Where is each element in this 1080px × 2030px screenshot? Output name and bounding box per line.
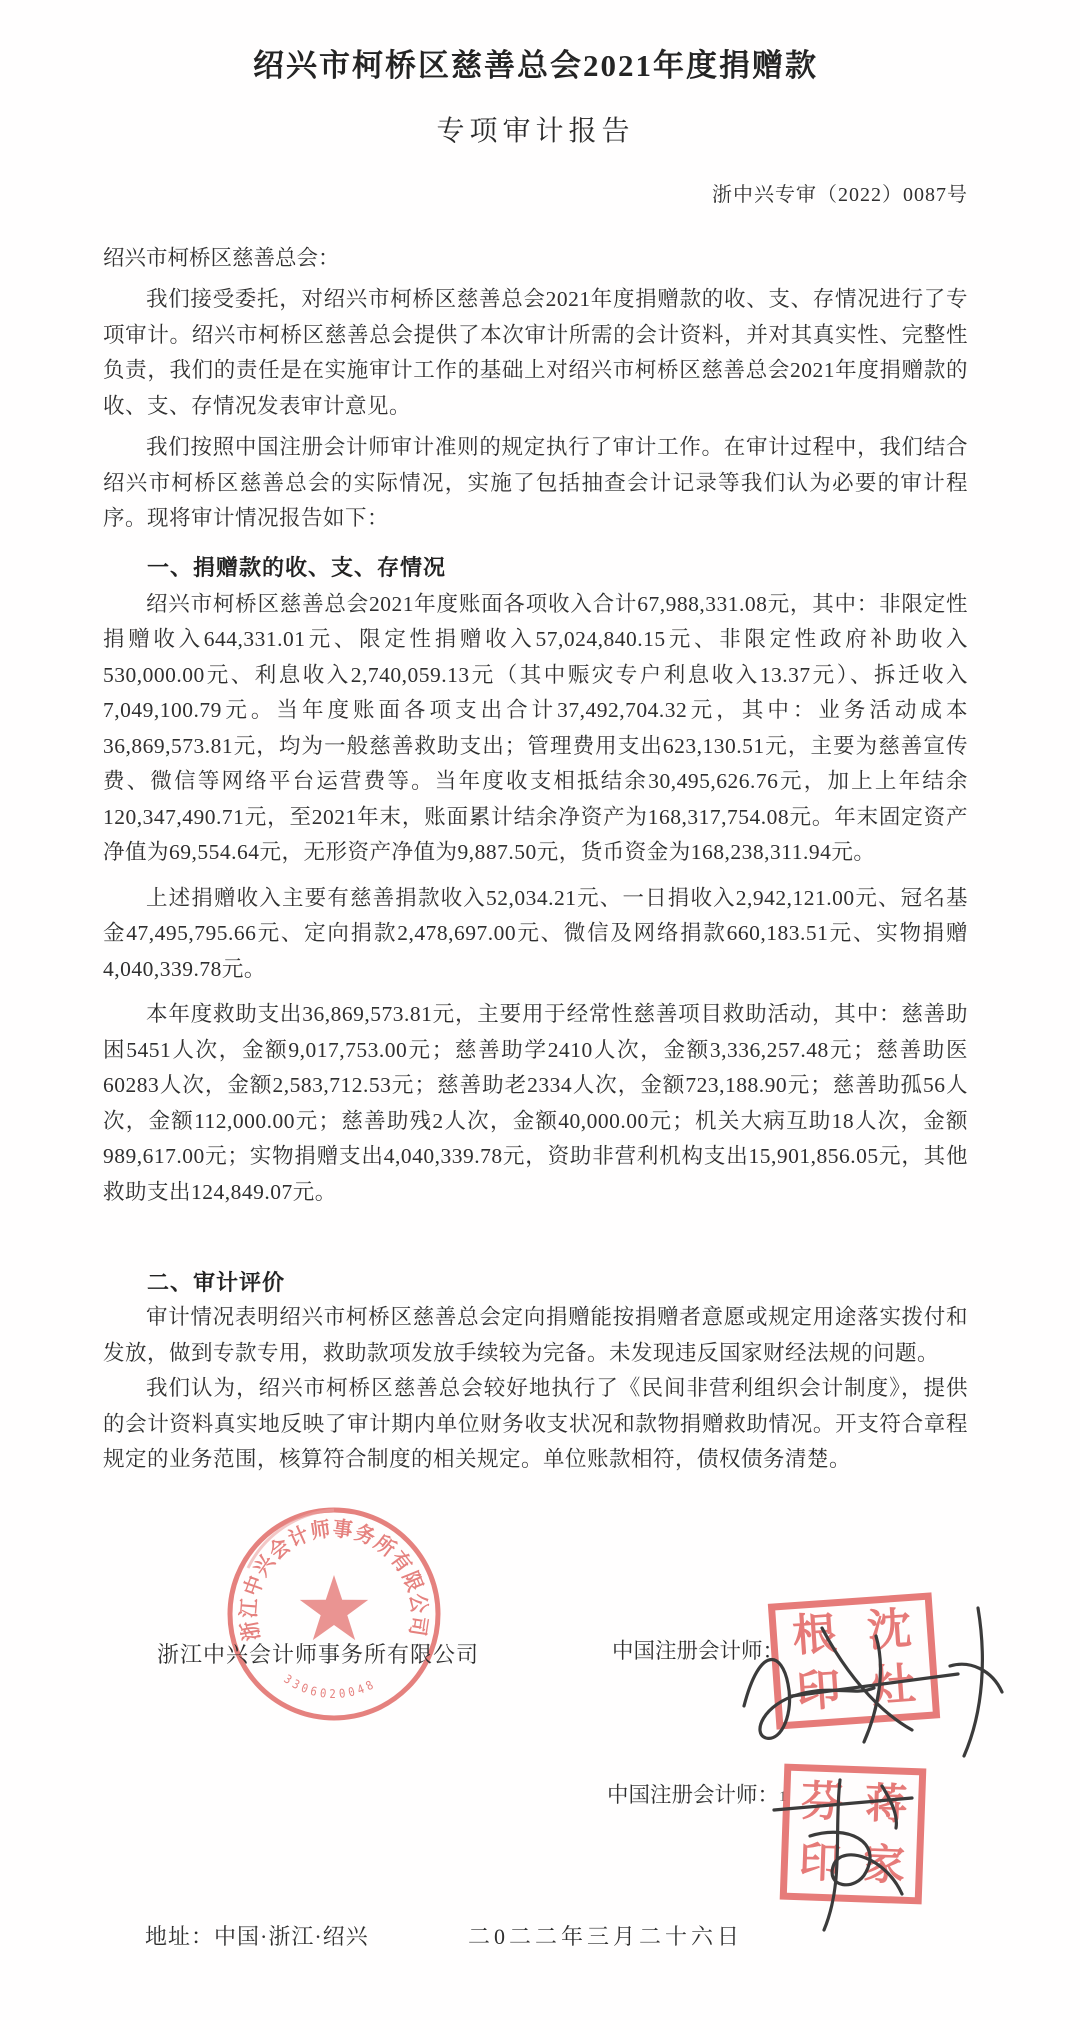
intro-paragraph-2: 我们按照中国注册会计师审计准则的规定执行了审计工作。在审计过程中，我们结合绍兴市柯桥区慈善总会的实际情况，实施了包括抽查会计记录等我们认为必要的审计程序。现将审计情况报告如下：	[103, 435, 968, 530]
page-title: 绍兴市柯桥区慈善总会2021年度捐赠款	[253, 48, 818, 83]
report-body	[103, 0, 968, 1478]
cpa2-signature-icon	[752, 1762, 942, 1937]
svg-text:3306020048	[281, 1672, 378, 1701]
section-1-paragraph-1: 绍兴市柯桥区慈善总会2021年度账面各项收入合计67,988,331.08元，其中：非限定性捐赠收入644,331.01元、限定性捐赠收入57,024,840.15元、非限定性政府补助收入530,000.00元、利息收入2,740,059.13元（其中赈灾专户利息收入13.37元）、拆迁收入7,049,100.79元。当年度账面各项支出合计37,492,704.32元，其中：业务活动成本36,869,573.81元，均为一般慈善救助支出；管理费用支出623,130.51元，主要为慈善宣传费、微信等网络平台运营费等。当年度收支相抵结余30,495,626.76元，加上上年结余120,347,490.71元，至2021年末，账面累计结余净资产为168,317,754.08元。年末固定资产净值为69,554.64元，无形资产净值为9,887.50元，货币资金为168,238,311.94元。	[103, 591, 968, 864]
seal-star-icon	[300, 1575, 368, 1640]
section-2-heading: 二、审计评价	[147, 1270, 286, 1295]
cpa-label-2-text: 中国注册会计师：	[607, 1783, 780, 1807]
seal1-char-br: 灶	[869, 1659, 917, 1712]
seal2-char-br: 家	[862, 1841, 906, 1890]
seal-serial-number: 3306020048	[281, 1671, 380, 1702]
stray-mark: 1	[779, 1789, 787, 1805]
footer-date: 二0二二年三月二十六日	[468, 1924, 744, 1949]
seal2-char-bl: 印	[798, 1839, 842, 1888]
svg-text:浙江中兴会计师事务所有限公司	[236, 1516, 431, 1642]
section-2-paragraph-2: 我们认为，绍兴市柯桥区慈善总会较好地执行了《民间非营利组织会计制度》，提供的会计资料真实地反映了审计期内单位财务收支状况和款物捐赠救助情况。开支符合章程规定的业务范围，核算符合制度的相关规定。单位账款相符，债权债务清楚。	[103, 1376, 968, 1471]
cpa2-square-seal-icon	[780, 1764, 927, 1905]
cpa-label-2	[607, 1778, 787, 1809]
seal1-char-tl: 根	[790, 1609, 839, 1662]
cpa-label-1: 中国注册会计师：	[612, 1639, 785, 1663]
firm-name: 浙江中兴会计师事务所有限公司	[157, 1642, 480, 1667]
report-subtitle: 专项审计报告	[436, 116, 635, 147]
section-1-paragraph-3: 本年度救助支出36,869,573.81元，主要用于经常性慈善项目救助活动，其中：慈善助困5451人次，金额9,017,753.00元；慈善助学2410人次，金额3,336,257.48元；慈善助医60283人次，金额2,583,712.53元；慈善助老2334人次，金额723,188.90元；慈善助孤56人次，金额112,000.00元；慈善助残2人次，金额40,000.00元；机关大病互助18人次，金额989,617.00元；实物捐赠支出4,040,339.78元，资助非营利机构支出15,901,856.05元，其他救助支出124,849.07元。	[103, 1002, 968, 1204]
section-1-heading: 一、捐赠款的收、支、存情况	[147, 554, 447, 580]
salutation: 绍兴市柯桥区慈善总会：	[103, 246, 340, 270]
seal2-char-tr: 蒋	[864, 1780, 908, 1829]
cpa1-signature-icon	[726, 1578, 1026, 1768]
section-2-paragraph-1: 审计情况表明绍兴市柯桥区慈善总会定向捐赠能按捐赠者意愿或规定用途落实拨付和发放，做到专款专用，救助款项发放手续较为完备。未发现违反国家财经法规的问题。	[103, 1305, 968, 1365]
intro-paragraph-1: 我们接受委托，对绍兴市柯桥区慈善总会2021年度捐赠款的收、支、存情况进行了专项审计。绍兴市柯桥区慈善总会提供了本次审计所需的会计资料，并对其真实性、完整性负责，我们的责任是在实施审计工作的基础上对绍兴市柯桥区慈善总会2021年度捐赠款的收、支、存情况发表审计意见。	[103, 287, 968, 418]
reference-number: 浙中兴专审（2022）0087号	[712, 184, 968, 206]
footer-address: 地址：中国·浙江·绍兴	[145, 1924, 369, 1949]
seal1-char-bl: 印	[794, 1665, 843, 1718]
section-1-paragraph-2: 上述捐赠收入主要有慈善捐款收入52,034.21元、一日捐收入2,942,121.00元、冠名基金47,495,795.66元、定向捐款2,478,697.00元、微信及网络捐款660,183.51元、实物捐赠4,040,339.78元。	[103, 885, 968, 981]
seal-arc-text: 浙江中兴会计师事务所有限公司	[236, 1516, 432, 1643]
seal1-char-tr: 沈	[865, 1603, 914, 1656]
company-round-seal-icon	[218, 1498, 450, 1730]
seal2-char-tl: 芬	[800, 1778, 844, 1827]
cpa1-square-seal-icon	[768, 1592, 940, 1729]
